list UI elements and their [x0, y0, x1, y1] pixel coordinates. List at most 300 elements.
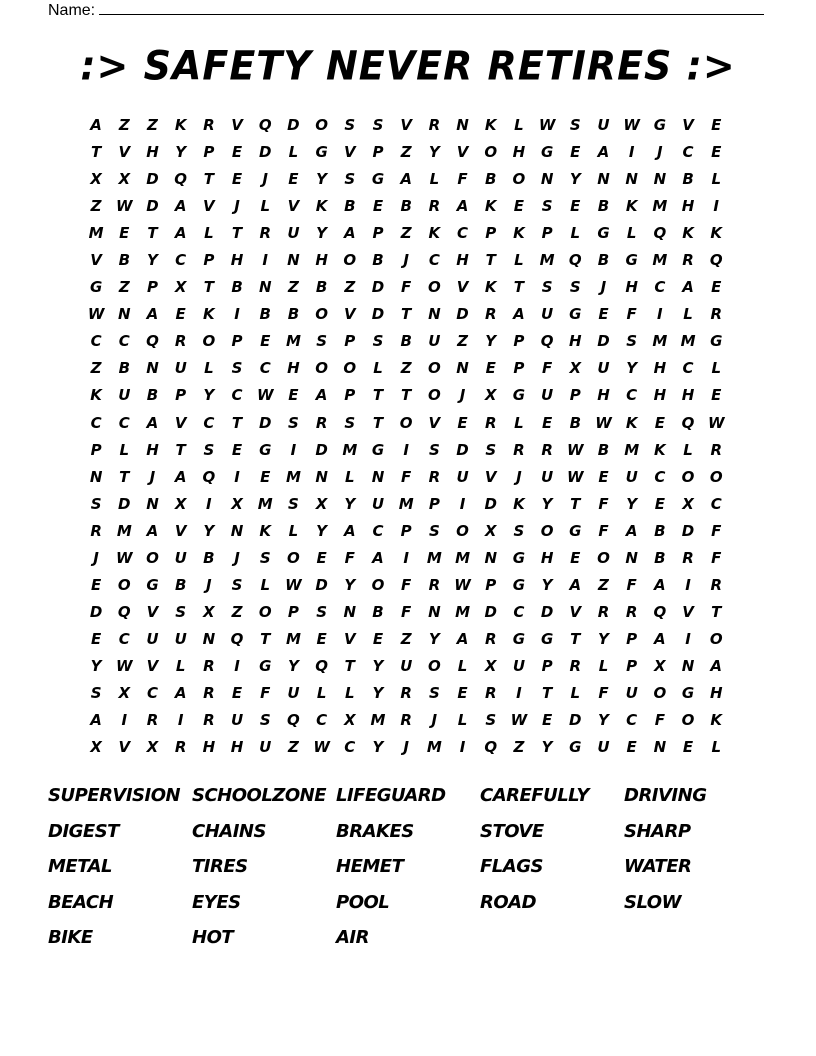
grid-cell: S — [90, 683, 102, 702]
word-bank-item: HOT — [192, 927, 234, 948]
grid-cell: V — [118, 738, 131, 757]
grid-cell: F — [401, 602, 412, 621]
grid-cell: V — [456, 143, 469, 162]
grid-cell: V — [174, 521, 187, 540]
grid-cell: S — [541, 197, 553, 216]
grid-cell: P — [569, 386, 581, 405]
grid-cell: C — [175, 251, 187, 270]
grid-cell: D — [287, 116, 300, 134]
grid-cell: U — [625, 683, 638, 702]
grid-cell: M — [257, 494, 273, 513]
grid-cell: P — [626, 656, 638, 675]
grid-cell: O — [399, 413, 413, 432]
grid-cell: V — [484, 467, 497, 486]
grid-cell: T — [147, 224, 158, 243]
word-bank-item: EYES — [192, 891, 241, 913]
grid-cell: P — [626, 629, 638, 648]
grid-cell: G — [89, 278, 103, 297]
grid-cell: L — [711, 738, 721, 757]
grid-cell: F — [401, 575, 412, 594]
grid-cell: T — [541, 683, 553, 702]
grid-cell: F — [626, 575, 637, 594]
grid-cell: S — [231, 359, 243, 378]
grid-cell: N — [484, 548, 497, 567]
grid-cell: Q — [174, 170, 188, 189]
grid-cell: M — [426, 738, 442, 757]
grid-cell: X — [146, 738, 159, 757]
word-bank-item: SHARP — [624, 820, 691, 842]
grid-cell: Q — [568, 251, 582, 270]
grid-cell: G — [569, 521, 582, 540]
grid-cell: B — [344, 197, 356, 216]
grid-cell: Q — [653, 224, 667, 243]
grid-cell: N — [597, 170, 610, 189]
grid-cell: Y — [175, 143, 187, 162]
grid-cell: L — [457, 711, 468, 730]
grid-cell: M — [624, 440, 640, 459]
grid-cell: I — [657, 305, 663, 324]
grid-cell: T — [401, 386, 412, 405]
grid-cell: B — [400, 332, 412, 351]
grid-cell: A — [174, 467, 187, 486]
grid-cell: N — [456, 116, 469, 134]
grid-cell: L — [175, 656, 186, 675]
grid-cell: E — [231, 683, 243, 702]
grid-cell: C — [118, 332, 130, 351]
grid-cell: G — [625, 251, 638, 270]
grid-cell: P — [203, 143, 215, 162]
grid-cell: A — [90, 711, 102, 730]
grid-cell: U — [428, 332, 441, 351]
grid-cell: H — [287, 359, 300, 378]
grid-cell: S — [231, 575, 243, 594]
grid-cell: R — [710, 305, 722, 324]
word-bank-item: DIGEST — [48, 820, 119, 842]
grid-cell: A — [682, 278, 694, 297]
grid-cell: R — [541, 440, 553, 459]
grid-cell: E — [316, 548, 327, 567]
grid-cell: G — [259, 656, 272, 675]
grid-cell: X — [654, 656, 666, 675]
word-bank-item: SUPERVISION — [48, 785, 181, 806]
grid-cell: N — [653, 738, 667, 757]
grid-cell: S — [90, 494, 102, 513]
grid-cell: F — [711, 548, 722, 567]
grid-cell: S — [288, 494, 299, 513]
grid-cell: S — [541, 278, 553, 297]
grid-cell: V — [90, 251, 102, 270]
grid-cell: S — [344, 413, 356, 432]
grid-cell: W — [313, 738, 330, 757]
grid-cell: A — [654, 575, 666, 594]
grid-cell: K — [174, 116, 187, 134]
grid-cell: L — [204, 359, 214, 378]
grid-cell: W — [454, 575, 471, 594]
grid-cell: A — [456, 197, 469, 216]
word-bank-item: SCHOOLZONE — [192, 785, 327, 806]
grid-cell: N — [428, 602, 441, 621]
grid-cell: U — [541, 305, 554, 324]
grid-cell: M — [285, 629, 301, 648]
grid-cell: J — [403, 251, 409, 270]
grid-cell: I — [206, 494, 212, 513]
grid-cell: E — [372, 629, 384, 648]
grid-cell: O — [315, 359, 328, 378]
grid-cell: R — [710, 575, 722, 594]
grid-cell: H — [512, 143, 526, 162]
grid-cell: G — [540, 629, 554, 648]
grid-cell: G — [681, 683, 695, 702]
grid-cell: T — [90, 143, 102, 162]
grid-cell: E — [90, 629, 102, 648]
grid-cell: L — [514, 251, 524, 270]
grid-cell: Q — [540, 332, 554, 351]
grid-cell: U — [597, 116, 610, 134]
grid-cell: D — [315, 575, 328, 594]
grid-cell: S — [316, 332, 327, 351]
grid-cell: U — [541, 467, 554, 486]
grid-cell: Z — [400, 143, 412, 162]
grid-cell: B — [597, 197, 610, 216]
grid-cell: O — [653, 683, 667, 702]
grid-cell: C — [90, 413, 102, 432]
grid-cell: K — [428, 224, 441, 243]
grid-cell: Y — [569, 170, 581, 189]
grid-cell: E — [711, 386, 722, 405]
grid-cell: E — [260, 332, 271, 351]
grid-cell: E — [682, 738, 694, 757]
grid-cell: D — [681, 521, 695, 540]
grid-cell: N — [625, 170, 638, 189]
grid-cell: A — [146, 305, 159, 324]
grid-cell: G — [597, 224, 610, 243]
grid-cell: E — [541, 711, 553, 730]
grid-cell: S — [513, 521, 525, 540]
word-bank-item: DRIVING — [624, 785, 707, 806]
grid-cell: H — [681, 197, 695, 216]
grid-cell: M — [370, 711, 386, 730]
grid-cell: Q — [146, 332, 159, 351]
grid-cell: M — [455, 548, 470, 567]
grid-cell: Q — [117, 602, 131, 621]
grid-cell: Y — [344, 575, 356, 594]
grid-cell: O — [427, 386, 441, 405]
grid-cell: Y — [626, 359, 638, 378]
grid-cell: L — [316, 683, 327, 702]
grid-cell: C — [626, 711, 638, 730]
grid-cell: Q — [230, 629, 244, 648]
grid-cell: O — [343, 359, 357, 378]
grid-cell: L — [288, 143, 299, 162]
grid-cell: K — [315, 197, 328, 216]
grid-cell: N — [287, 251, 300, 270]
grid-cell: Y — [541, 575, 553, 594]
grid-cell: U — [625, 467, 638, 486]
grid-cell: F — [541, 359, 553, 378]
grid-cell: R — [315, 413, 328, 432]
grid-cell: G — [315, 143, 328, 162]
grid-cell: O — [146, 548, 159, 567]
grid-cell: R — [203, 656, 215, 675]
grid-cell: Y — [626, 494, 638, 513]
grid-cell: B — [682, 170, 694, 189]
grid-cell: K — [710, 224, 723, 243]
grid-cell: D — [258, 413, 272, 432]
grid-cell: X — [203, 602, 215, 621]
grid-cell: W — [595, 413, 612, 432]
grid-cell: A — [146, 521, 159, 540]
grid-cell: N — [540, 170, 554, 189]
grid-cell: H — [653, 386, 667, 405]
grid-cell: Y — [203, 521, 215, 540]
grid-cell: Y — [203, 386, 215, 405]
grid-cell: T — [260, 629, 271, 648]
grid-cell: E — [231, 170, 243, 189]
grid-cell: H — [569, 332, 582, 351]
grid-cell: G — [512, 386, 526, 405]
grid-cell: R — [484, 305, 497, 324]
grid-cell: A — [174, 197, 187, 216]
grid-cell: V — [287, 197, 300, 216]
grid-cell: R — [597, 602, 610, 621]
grid-cell: S — [288, 413, 299, 432]
grid-cell: L — [429, 170, 440, 189]
grid-cell: G — [146, 575, 159, 594]
grid-cell: T — [401, 305, 412, 324]
grid-cell: L — [626, 224, 637, 243]
name-underline[interactable] — [99, 0, 764, 15]
grid-cell: R — [484, 683, 497, 702]
grid-cell: Z — [231, 602, 243, 621]
grid-cell: Y — [287, 656, 299, 675]
grid-cell: U — [287, 683, 300, 702]
grid-cell: D — [484, 494, 497, 513]
grid-cell: D — [89, 602, 103, 621]
grid-cell: T — [175, 440, 186, 459]
grid-cell: B — [372, 251, 384, 270]
grid-cell: O — [117, 575, 131, 594]
grid-cell: P — [372, 143, 384, 162]
grid-cell: T — [231, 224, 243, 243]
grid-cell: J — [403, 738, 409, 757]
grid-cell: S — [316, 602, 327, 621]
grid-cell: A — [625, 521, 638, 540]
grid-cell: I — [234, 467, 240, 486]
word-bank-item: METAL — [48, 856, 112, 877]
word-bank-item: BIKE — [48, 927, 93, 948]
grid-cell: V — [146, 602, 159, 621]
grid-cell: V — [400, 116, 412, 134]
grid-cell: H — [456, 251, 469, 270]
grid-cell: Z — [287, 738, 299, 757]
word-bank-item: WATER — [624, 856, 692, 877]
grid-cell: F — [711, 521, 722, 540]
grid-cell: H — [709, 683, 723, 702]
grid-cell: X — [569, 359, 582, 378]
grid-cell: J — [149, 467, 156, 486]
grid-cell: B — [569, 413, 581, 432]
grid-cell: D — [569, 711, 582, 730]
grid-cell: V — [146, 656, 159, 675]
grid-cell: B — [315, 278, 328, 297]
grid-cell: R — [569, 656, 582, 675]
grid-cell: X — [231, 494, 243, 513]
grid-cell: G — [371, 440, 385, 459]
grid-cell: C — [682, 143, 694, 162]
word-bank-item: CHAINS — [192, 820, 266, 842]
grid-cell: L — [288, 521, 299, 540]
grid-cell: A — [343, 224, 356, 243]
grid-cell: Q — [709, 251, 723, 270]
grid-cell: E — [711, 278, 722, 297]
grid-cell: X — [90, 170, 102, 189]
grid-cell: P — [372, 224, 384, 243]
word-bank-item: ROAD — [480, 891, 537, 913]
grid-cell: L — [119, 440, 130, 459]
grid-cell: A — [343, 521, 356, 540]
grid-cell: B — [287, 305, 300, 324]
grid-cell: Y — [428, 629, 440, 648]
grid-cell: I — [177, 711, 184, 730]
grid-cell: J — [600, 278, 607, 297]
grid-cell: R — [203, 711, 215, 730]
grid-cell: Y — [598, 629, 609, 648]
grid-cell: X — [118, 170, 131, 189]
grid-cell: O — [371, 575, 385, 594]
grid-cell: V — [203, 197, 215, 216]
grid-cell: Z — [400, 224, 412, 243]
grid-cell: T — [570, 629, 581, 648]
grid-cell: M — [455, 602, 470, 621]
word-bank-item: FLAGS — [480, 856, 543, 877]
grid-cell: U — [512, 656, 525, 675]
grid-cell: A — [174, 224, 187, 243]
grid-cell: P — [485, 224, 497, 243]
grid-cell: N — [371, 467, 385, 486]
grid-cell: E — [231, 143, 243, 162]
grid-cell: A — [513, 305, 525, 324]
grid-cell: R — [682, 251, 694, 270]
word-bank-item: CAREFULLY — [480, 785, 589, 806]
grid-cell: O — [315, 305, 328, 324]
grid-cell: P — [485, 575, 497, 594]
grid-cell: C — [710, 494, 722, 513]
grid-cell: O — [427, 278, 441, 297]
grid-cell: W — [116, 548, 133, 567]
grid-cell: T — [711, 602, 722, 621]
grid-cell: Z — [147, 116, 158, 134]
grid-cell: R — [400, 711, 412, 730]
grid-cell: P — [344, 386, 356, 405]
grid-cell: E — [316, 629, 327, 648]
name-field[interactable] — [48, 0, 764, 20]
grid-cell: N — [146, 494, 159, 513]
grid-cell: V — [231, 116, 243, 134]
grid-cell: H — [597, 386, 610, 405]
grid-cell: R — [710, 440, 722, 459]
grid-cell: P — [146, 278, 158, 297]
grid-cell: F — [401, 278, 412, 297]
grid-cell: P — [541, 224, 553, 243]
name-label: Name: — [48, 2, 96, 19]
grid-cell: M — [652, 332, 668, 351]
grid-cell: N — [118, 305, 131, 324]
grid-cell: S — [569, 116, 581, 134]
grid-cell: Y — [485, 332, 497, 351]
grid-cell: S — [344, 170, 356, 189]
grid-cell: B — [654, 548, 666, 567]
grid-cell: Z — [118, 116, 130, 134]
grid-cell: A — [400, 170, 412, 189]
grid-cell: X — [90, 738, 102, 757]
grid-cell: K — [484, 197, 497, 216]
word-bank-item: AIR — [336, 927, 369, 948]
grid-cell: D — [258, 143, 272, 162]
grid-cell: K — [203, 305, 215, 324]
grid-cell: I — [290, 440, 297, 459]
grid-cell: R — [428, 197, 441, 216]
word-bank-item: STOVE — [480, 820, 544, 842]
grid-cell: X — [174, 494, 187, 513]
grid-cell: I — [121, 711, 128, 730]
grid-cell: L — [570, 683, 581, 702]
grid-cell: Z — [457, 332, 468, 351]
grid-cell: I — [234, 656, 240, 675]
grid-cell: W — [510, 711, 528, 730]
grid-cell: C — [626, 386, 638, 405]
grid-cell: A — [456, 629, 469, 648]
grid-cell: S — [259, 711, 271, 730]
grid-cell: E — [513, 197, 525, 216]
grid-cell: G — [512, 629, 526, 648]
grid-cell: Y — [316, 170, 328, 189]
grid-cell: F — [598, 494, 609, 513]
grid-cell: S — [428, 521, 440, 540]
grid-cell: D — [146, 197, 159, 216]
grid-cell: F — [401, 467, 412, 486]
grid-cell: G — [653, 116, 666, 134]
grid-cell: S — [626, 332, 638, 351]
grid-cell: D — [315, 440, 328, 459]
grid-cell: H — [681, 386, 695, 405]
grid-cell: Y — [90, 656, 102, 675]
grid-cell: K — [625, 197, 638, 216]
grid-cell: N — [343, 602, 357, 621]
grid-cell: Y — [316, 224, 328, 243]
grid-cell: O — [540, 521, 554, 540]
grid-cell: V — [343, 629, 356, 648]
grid-cell: E — [570, 143, 581, 162]
grid-cell: L — [345, 683, 355, 702]
grid-cell: R — [484, 629, 497, 648]
grid-cell: W — [256, 386, 274, 405]
grid-cell: V — [343, 143, 356, 162]
grid-cell: M — [539, 251, 555, 270]
grid-cell: T — [513, 278, 525, 297]
grid-cell: C — [203, 413, 215, 432]
grid-cell: M — [426, 548, 442, 567]
grid-cell: T — [570, 494, 581, 513]
grid-cell: B — [259, 305, 271, 324]
grid-cell: M — [342, 440, 358, 459]
grid-cell: L — [570, 224, 581, 243]
grid-cell: O — [709, 467, 723, 486]
grid-cell: A — [174, 683, 187, 702]
grid-cell: E — [485, 359, 496, 378]
grid-cell: P — [175, 386, 187, 405]
grid-cell: V — [456, 278, 469, 297]
grid-cell: K — [513, 494, 525, 513]
